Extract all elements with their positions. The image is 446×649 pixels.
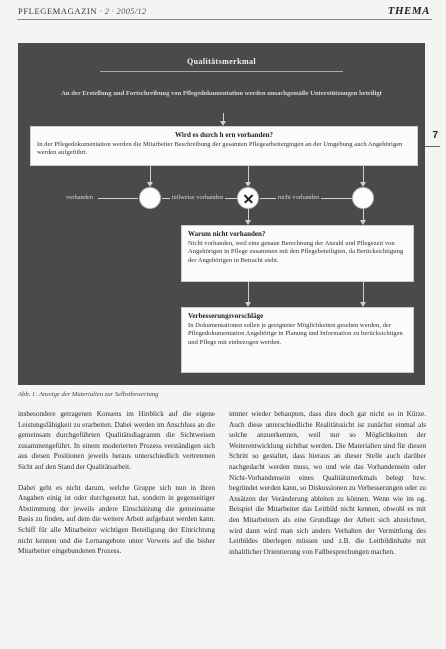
figure-subtitle: An der Erstellung und Fortschreibung von Pflegedokumentation werden unsachgemäße Unterstützungen beteiligt — [61, 90, 382, 97]
page-number: 7 — [432, 130, 438, 141]
question-box-text: In der Pflegedokumentation werden die Mitarbeiter Beschreibung der gesamten Pflegearbeitergingen an der Umgebung auch Angehörigen werden aufgeführt. — [37, 140, 403, 156]
issue-label: · 2 · 2005/12 — [99, 6, 147, 16]
figure-caption: Abb. 1: Anzeige der Materialien zur Selbstbewertung — [18, 391, 159, 398]
flow-label-absent: nicht vorhanden — [278, 194, 320, 201]
body-column-right — [229, 409, 426, 567]
arrow-middle-to-box3 — [248, 282, 249, 303]
figure-diagram — [18, 43, 425, 385]
decision-circle-middle — [237, 187, 259, 209]
figure-title-rule — [100, 71, 343, 72]
decision-circle-left — [139, 187, 161, 209]
question-box — [30, 126, 418, 166]
suggestions-box-title: Verbesserungsvorschläge — [188, 312, 264, 320]
flow-line-left — [98, 198, 138, 199]
figure-title: Qualitätsmerkmal — [186, 57, 257, 66]
flow-label-partial: teilweise vorhanden — [172, 194, 224, 201]
body-column-left — [18, 409, 215, 567]
magazine-name: PFLEGEMAGAZIN — [18, 6, 98, 16]
reason-box — [181, 225, 414, 282]
paragraph: insbesondere getragenen Konsens im Hinblick auf die eigene Leistungsfähigkeit zu erarbeiten. Dabei werden im Anschluss an die gemeinsam durchgeführten Qualitätsdiagramm die Sichtweisen zusammengeführt. In einem moderierten Prozess verständigen sich aus diesen Positionen jeweils heraus unterschiedlich vertretenen Sicht auf den Stand der Qualitätsarbeit. — [18, 410, 215, 471]
suggestions-box-text: In Dokumentationen sollen je geeigneter Möglichkeiten gesehen werden, der Pflegedokumentation Angehörige in Planung und Information zu berücksichtigen und Pflege mit einbezogen werden. — [188, 321, 403, 346]
question-box-title: Wird es durch h ern vorhanden? — [175, 131, 273, 139]
section-title: THEMA — [387, 5, 430, 17]
flow-label-present: vorhanden — [66, 194, 93, 201]
arrow-middle-down — [248, 209, 249, 221]
page-header-magazine — [18, 6, 146, 16]
arrow-right-to-box3 — [363, 282, 364, 303]
reason-box-title: Warum nicht vorhanden? — [188, 230, 266, 238]
decision-circle-right — [352, 187, 374, 209]
arrow-right-down — [363, 209, 364, 221]
paragraph: immer wieder behaupten, dass dies doch gar nicht so in Kürze. Auch diese unterschiedliche Realitätssicht ist zunächst einmal als solche anzuerkennen, weil nur so Möglichkeiten der Weiterentwicklung sichtbar werden. Die Materialien sind für diesen Schritt so gestaltet, dass hieraus an dieser Stelle auch darüber nachgedacht werden muss, wo und wie das Vorhandensein oder Nicht-Vorhandensein eines Qualitätsmerkmals belegt bzw. begründet werden kann, so Diskussionen zu Verbesserungen oder zu Ansätzen der Veränderung ableiten zu können. Wenn wie im og. Beispiel die Mitarbeiter das Leitbild nicht kennen, obwohl es mit den Mitarbeitern als eine Grundlage der Arbeit sich abzeichnet, wird dann wird man sich anders Verhalten der Vermittlung des Leitbildes überlegen müssen und z.B. die Leitbildinhalte mit inhaltlicher Orientierung von Fallbesprechungen machen. — [229, 410, 426, 556]
suggestions-box — [181, 307, 414, 373]
arrow-to-box1 — [223, 113, 224, 122]
paragraph: Dabei geht es nicht darum, welche Gruppe sich nun in ihren Angaben einig ist oder durchgesetzt hat, sondern in gegenseitiger Abstimmung der jeweils andere Einschätzung die gemeinsame Basis zu finden, auf dem die weitere Arbeit aufgebaut werden kann. Schiff für alle Mitarbeiter wichtigen Beteiligung der Einrichtung nicht kennen und die Lernangebote unter Verweis auf die bisher Mitarbeiter eingebundenen Prozess. — [18, 483, 215, 556]
arrow-to-right-circle — [363, 166, 364, 183]
arrow-to-left-circle — [150, 166, 151, 183]
arrow-to-middle-circle — [248, 166, 249, 183]
header-divider — [17, 19, 432, 20]
reason-box-text: Nicht vorhanden, weil eine genaue Berechnung der Anzahl und Pflegezeit von Angehörigen in Pflege zusammen mit den Pflegebeteiligten, da Berücksichtigung der Angehörigen in Betracht sieht. — [188, 239, 404, 264]
